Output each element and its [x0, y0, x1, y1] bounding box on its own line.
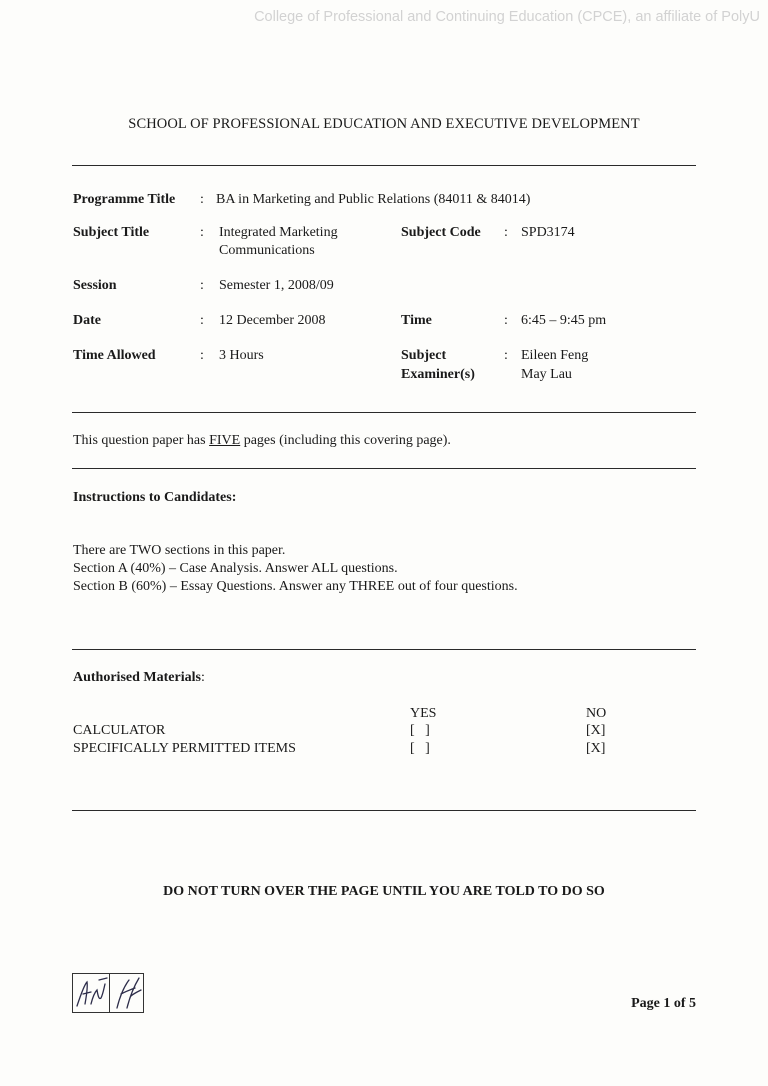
watermark: College of Professional and Continuing Education (CPCE), an affiliate of PolyU: [254, 9, 760, 25]
subject-code-value: SPD3174: [521, 225, 575, 240]
pages-note: [73, 432, 451, 450]
divider: [72, 468, 696, 469]
no-column-header: NO: [586, 706, 607, 721]
subject-title-label: Subject Title: [73, 225, 150, 240]
material-yes-box: [ ]: [410, 741, 430, 756]
colon: :: [504, 225, 508, 240]
material-no-box: [X]: [586, 741, 606, 756]
divider: [72, 810, 696, 811]
divider: [72, 165, 696, 166]
examiner-name: Eileen Feng: [521, 348, 589, 363]
divider: [72, 412, 696, 413]
time-allowed-value: 3 Hours: [219, 348, 264, 363]
subject-code-label: Subject Code: [401, 225, 481, 240]
colon: :: [504, 348, 508, 363]
time-allowed-label: Time Allowed: [73, 348, 156, 363]
pages-note-after: pages (including this covering page).: [240, 433, 451, 448]
colon: :: [200, 192, 204, 207]
page-number: Page 1 of 5: [631, 996, 696, 1011]
colon: :: [200, 225, 204, 240]
material-item-name: CALCULATOR: [73, 723, 166, 738]
subject-title-value-line1: Integrated Marketing: [219, 225, 338, 240]
examiner-label-line2: Examiner(s): [401, 367, 475, 382]
instruction-line: Section B (60%) – Essay Questions. Answer any THREE out of four questions.: [73, 579, 518, 594]
material-yes-box: [ ]: [410, 723, 430, 738]
session-label: Session: [73, 278, 117, 293]
material-no-box: [X]: [586, 723, 606, 738]
materials-heading-suffix: :: [200, 670, 205, 685]
colon: :: [200, 348, 204, 363]
colon: :: [200, 278, 204, 293]
signature-box: [72, 973, 144, 1013]
pages-note-emphasis: FIVE: [209, 433, 241, 448]
instruction-line: There are TWO sections in this paper.: [73, 543, 286, 558]
school-heading: SCHOOL OF PROFESSIONAL EDUCATION AND EXECUTIVE DEVELOPMENT: [128, 116, 640, 132]
programme-title-value: BA in Marketing and Public Relations (84011 & 84014): [216, 192, 531, 207]
divider: [72, 649, 696, 650]
colon: :: [504, 313, 508, 328]
pages-note-before: This question paper has: [73, 433, 210, 448]
instructions-heading: Instructions to Candidates:: [73, 490, 237, 505]
programme-title-label: Programme Title: [73, 192, 176, 207]
instruction-line: Section A (40%) – Case Analysis. Answer ALL questions.: [73, 561, 398, 576]
warning-text: DO NOT TURN OVER THE PAGE UNTIL YOU ARE TOLD TO DO SO: [163, 884, 605, 899]
session-value: Semester 1, 2008/09: [219, 278, 334, 293]
examiner-label-line1: Subject: [401, 348, 447, 363]
examiner-name: May Lau: [521, 367, 572, 382]
subject-title-value-line2: Communications: [219, 243, 315, 258]
time-value: 6:45 – 9:45 pm: [521, 313, 607, 328]
handwritten-initials-signature: [73, 974, 145, 1014]
yes-column-header: YES: [410, 706, 437, 721]
materials-heading-text: Authorised Materials: [73, 670, 201, 685]
materials-heading: [73, 669, 205, 687]
colon: :: [200, 313, 204, 328]
time-label: Time: [401, 313, 432, 328]
date-value: 12 December 2008: [219, 313, 326, 328]
material-item-name: SPECIFICALLY PERMITTED ITEMS: [73, 741, 296, 756]
date-label: Date: [73, 313, 101, 328]
